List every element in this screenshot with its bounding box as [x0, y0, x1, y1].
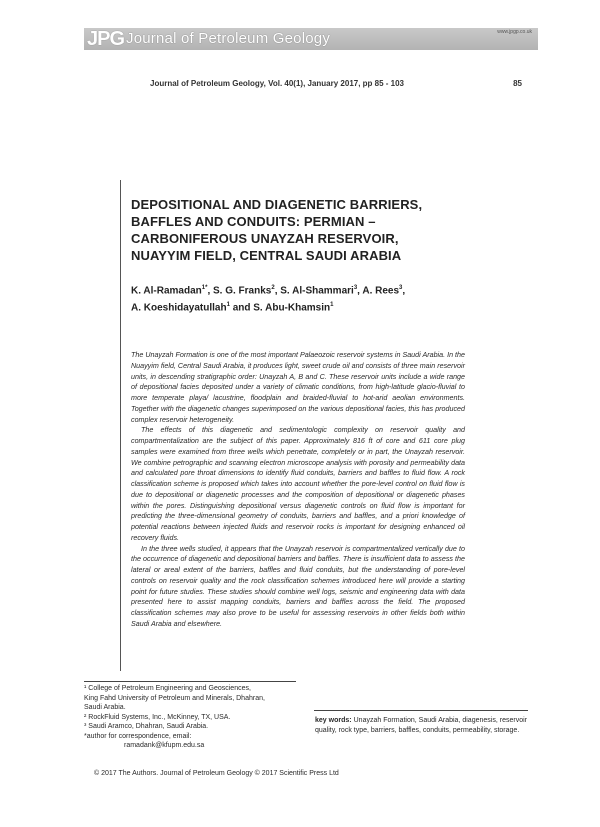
affiliation-1-cont: Saudi Arabia. — [84, 704, 126, 711]
affiliation-1: ¹ College of Petroleum Engineering and Geosciences, — [84, 685, 251, 692]
copyright-line: © 2017 The Authors. Journal of Petroleum Geology © 2017 Scientific Press Ltd — [94, 770, 339, 777]
keywords-label: key words: — [315, 717, 352, 724]
author-name: A. Rees — [362, 285, 400, 297]
journal-name-banner: Journal of Petroleum Geology — [126, 30, 331, 47]
journal-website[interactable]: www.jpgp.co.uk — [497, 29, 532, 35]
journal-masthead — [84, 28, 538, 50]
article-title — [131, 196, 461, 264]
affiliation-footnotes — [84, 684, 299, 751]
author-line — [131, 281, 461, 298]
footnote-divider — [84, 681, 296, 682]
author-name: S. G. Franks — [213, 285, 272, 297]
corresponding-email[interactable]: ramadank@kfupm.edu.sa — [124, 742, 205, 749]
keywords-text: Unayzah Formation, Saudi Arabia, diagenesis, reservoir quality, rock type, barriers, baffles, conduits, permeability, storage. — [315, 717, 527, 734]
title-line: DEPOSITIONAL AND DIAGENETIC BARRIERS, — [131, 197, 423, 212]
journal-logo: JPG — [87, 28, 125, 50]
author-affiliation: 3 — [399, 285, 403, 291]
author-affiliation: 1* — [201, 285, 208, 291]
author-affiliation: 1 — [330, 302, 334, 309]
abstract — [131, 350, 465, 630]
title-line: NUAYYIM FIELD, CENTRAL SAUDI ARABIA — [131, 248, 402, 263]
author-separator: , — [357, 285, 363, 297]
author-name: S. Al-Shammari — [280, 285, 354, 297]
abstract-paragraph: In the three wells studied, it appears that the Unayzah reservoir is compartmentalized vertically due to the occurrence of diagenetic and depositional barriers and baffles. There is insufficient data to assess the lateral or areal extent of the barriers, baffles and fluid conduits, but the understanding of pore-level controls on reservoir quality and the rock classification schemes introduced here will provide a starting point for future studies. These studies should combine well logs, seismic and engineering data with data presented here to assist mapping conduits, barriers and baffles across the field. The proposed classification schemes may also prove to be useful for assessing reservoirs in other fields both within Saudi Arabia and elsewhere. — [131, 544, 465, 628]
author-name: A. Koeshidayatullah — [131, 302, 227, 314]
author-separator: , — [207, 285, 213, 297]
author-separator: , — [402, 285, 406, 297]
title-vertical-rule — [120, 180, 121, 671]
affiliation-3: ³ Saudi Aramco, Dhahran, Saudi Arabia. — [84, 723, 209, 730]
keywords-divider — [314, 710, 528, 711]
affiliation-1-cont: King Fahd University of Petroleum and Minerals, Dhahran, — [84, 694, 265, 702]
title-line: BAFFLES AND CONDUITS: PERMIAN – — [131, 214, 376, 229]
author-separator: , — [274, 285, 281, 297]
abstract-paragraph: The Unayzah Formation is one of the most important Palaeozoic reservoir systems in Saudi Arabia. In the Nuayyim field, Central Saudi Arabia, it produces light, sweet crude oil and consists of three main reservoir units, in descending stratigraphic order: Unayzah A, B and C. These reservoir units include a wide range of depositional facies deposited under a variety of climatic conditions, from high-latitude glacio-fluvial to more temperate playa/ lacustrine, floodplain and braided-fluvial to hot-arid aeolian environments. Together with the diagenetic changes superimposed on the various depositional facies, this has produced complex reservoir heterogeneity. — [131, 351, 465, 424]
running-citation: Journal of Petroleum Geology, Vol. 40(1), January 2017, pp 85 - 103 — [150, 79, 405, 88]
author-affiliation: 3 — [353, 285, 358, 291]
affiliation-2: ² RockFluid Systems, Inc., McKinney, TX, USA. — [84, 713, 231, 721]
author-name: S. Abu-Khamsin — [253, 302, 331, 314]
author-list — [131, 281, 461, 316]
author-name: K. Al-Ramadan — [131, 285, 202, 297]
abstract-paragraph: The effects of this diagenetic and sedimentologic complexity on reservoir quality and compartmentalization are the subject of this paper. Approximately 816 ft of core and 611 core plug samples were examined from three wells which penetrate, completely or in part, the Unayzah reservoir. We combine petrographic and scanning electron microscope analysis with porosity and permeability data and calculated pore throat dimensions to identify fluid conduits, barriers and baffles to fluid flow. A rock classification scheme is proposed which takes into account whether the pore-level control on fluid flow is due to depositional or diagenetic processes and the composition of depositional or diagenetic phases within the pores. Distinguishing depositional versus diagenetic controls on fluid flow is important for predicting the three-dimensional geometry of conduits, barriers and baffles, and a priori knowledge of potential reactions between injected fluids and reservoir rocks is important for designing enhanced oil recovery fluids. — [131, 426, 465, 542]
page-number: 85 — [513, 79, 522, 88]
author-separator: and — [229, 302, 254, 314]
author-affiliation: 2 — [271, 285, 275, 291]
author-line — [131, 298, 461, 315]
title-line: CARBONIFEROUS UNAYZAH RESERVOIR, — [131, 231, 399, 246]
corresponding-author-note: *author for correspondence, email: — [84, 732, 192, 740]
keywords — [315, 716, 527, 735]
author-affiliation: 1 — [226, 302, 230, 309]
